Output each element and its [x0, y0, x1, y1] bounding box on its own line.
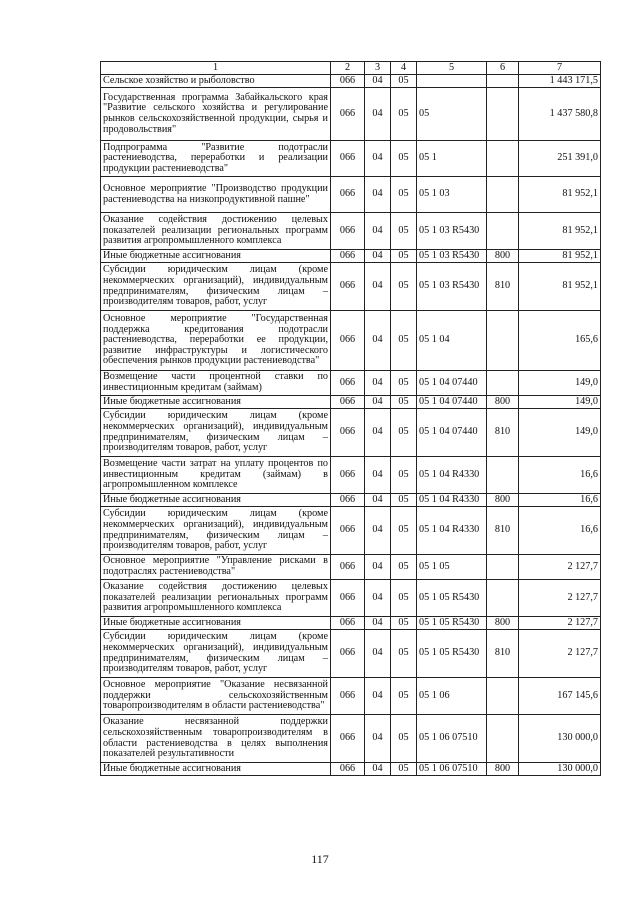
- table-row: [101, 141, 601, 177]
- amount: 149,0: [519, 371, 601, 396]
- section-code: 04: [365, 409, 391, 457]
- table-row: [101, 555, 601, 580]
- table-row: [101, 580, 601, 617]
- row-name: Возмещение части затрат на уплату процентов по инвестиционным кредитам (займам) в агропромышленном комплексе: [101, 457, 331, 494]
- table-row: [101, 250, 601, 263]
- target-article-code: 05 1 03 R5430: [417, 250, 487, 263]
- section-code: 04: [365, 678, 391, 715]
- row-name: Возмещение части процентной ставки по инвестиционным кредитам (займам): [101, 371, 331, 396]
- row-name: Субсидии юридическим лицам (кроме некоммерческих организаций), индивидуальным предпринимателям, физическим лицам – производителям товаров, работ, услуг: [101, 630, 331, 678]
- row-name: Иные бюджетные ассигнования: [101, 250, 331, 263]
- header-cell: 1: [101, 62, 331, 75]
- target-article-code: 05 1 05 R5430: [417, 630, 487, 678]
- amount: 130 000,0: [519, 715, 601, 763]
- row-name: Основное мероприятие "Производство продукции растениеводства на низкопродуктивной пашне": [101, 177, 331, 213]
- table-row: [101, 494, 601, 507]
- target-article-code: 05 1 06 07510: [417, 715, 487, 763]
- expense-type-code: [487, 88, 519, 141]
- row-name: Иные бюджетные ассигнования: [101, 763, 331, 776]
- target-article-code: 05 1 05 R5430: [417, 617, 487, 630]
- section-code: 04: [365, 396, 391, 409]
- header-cell: 2: [331, 62, 365, 75]
- section-code: 04: [365, 617, 391, 630]
- table-row: [101, 630, 601, 678]
- table-row: [101, 213, 601, 250]
- section-code: 04: [365, 141, 391, 177]
- table-row: [101, 457, 601, 494]
- section-code: 04: [365, 555, 391, 580]
- ved-code: 066: [331, 763, 365, 776]
- expense-type-code: [487, 580, 519, 617]
- table-row: [101, 409, 601, 457]
- expense-type-code: [487, 457, 519, 494]
- section-code: 04: [365, 630, 391, 678]
- ved-code: 066: [331, 88, 365, 141]
- subsection-code: 05: [391, 88, 417, 141]
- amount: 81 952,1: [519, 263, 601, 311]
- header-cell: 4: [391, 62, 417, 75]
- amount: 2 127,7: [519, 580, 601, 617]
- amount: 167 145,6: [519, 678, 601, 715]
- subsection-code: 05: [391, 213, 417, 250]
- expense-type-code: [487, 678, 519, 715]
- ved-code: 066: [331, 507, 365, 555]
- section-code: 04: [365, 371, 391, 396]
- ved-code: 066: [331, 678, 365, 715]
- subsection-code: 05: [391, 396, 417, 409]
- target-article-code: 05 1 03 R5430: [417, 213, 487, 250]
- subsection-code: 05: [391, 678, 417, 715]
- expense-type-code: 810: [487, 630, 519, 678]
- target-article-code: 05 1 04 07440: [417, 409, 487, 457]
- target-article-code: 05 1 06 07510: [417, 763, 487, 776]
- header-cell: 7: [519, 62, 601, 75]
- amount: 130 000,0: [519, 763, 601, 776]
- section-code: 04: [365, 494, 391, 507]
- amount: 1 443 171,5: [519, 75, 601, 88]
- subsection-code: 05: [391, 763, 417, 776]
- amount: 16,6: [519, 457, 601, 494]
- table-row: [101, 371, 601, 396]
- section-code: 04: [365, 177, 391, 213]
- subsection-code: 05: [391, 715, 417, 763]
- section-code: 04: [365, 507, 391, 555]
- expense-type-code: [487, 311, 519, 371]
- target-article-code: 05 1 04 R4330: [417, 507, 487, 555]
- expense-type-code: 800: [487, 396, 519, 409]
- amount: 16,6: [519, 507, 601, 555]
- ved-code: 066: [331, 75, 365, 88]
- row-name: Государственная программа Забайкальского края "Развитие сельского хозяйства и регулирование рынков сельскохозяйственной продукции, сырья и продовольствия": [101, 88, 331, 141]
- target-article-code: 05 1 06: [417, 678, 487, 715]
- amount: 1 437 580,8: [519, 88, 601, 141]
- subsection-code: 05: [391, 457, 417, 494]
- section-code: 04: [365, 715, 391, 763]
- subsection-code: 05: [391, 371, 417, 396]
- budget-table: [100, 61, 601, 776]
- target-article-code: 05 1: [417, 141, 487, 177]
- row-name: Основное мероприятие "Государственная поддержка кредитования подотрасли растениеводства, переработки ее продукции, развитие инфраструктуры и логистического обеспечения рынков продукции растениеводства": [101, 311, 331, 371]
- table-row: [101, 617, 601, 630]
- expense-type-code: 810: [487, 507, 519, 555]
- target-article-code: 05 1 05 R5430: [417, 580, 487, 617]
- ved-code: 066: [331, 457, 365, 494]
- row-name: Оказание содействия достижению целевых показателей реализации региональных программ развития агропромышленного комплекса: [101, 213, 331, 250]
- ved-code: 066: [331, 371, 365, 396]
- row-name: Подпрограмма "Развитие подотрасли растениеводства, переработки и реализации продукции растениеводства": [101, 141, 331, 177]
- subsection-code: 05: [391, 311, 417, 371]
- amount: 81 952,1: [519, 177, 601, 213]
- amount: 2 127,7: [519, 555, 601, 580]
- subsection-code: 05: [391, 75, 417, 88]
- amount: 149,0: [519, 409, 601, 457]
- section-code: 04: [365, 263, 391, 311]
- row-name: Субсидии юридическим лицам (кроме некоммерческих организаций), индивидуальным предпринимателям, физическим лицам – производителям товаров, работ, услуг: [101, 263, 331, 311]
- ved-code: 066: [331, 263, 365, 311]
- row-name: Основное мероприятие "Управление рисками в подотраслях растениеводства": [101, 555, 331, 580]
- row-name: Сельское хозяйство и рыболовство: [101, 75, 331, 88]
- amount: 16,6: [519, 494, 601, 507]
- target-article-code: 05 1 04 R4330: [417, 457, 487, 494]
- ved-code: 066: [331, 141, 365, 177]
- section-code: 04: [365, 311, 391, 371]
- expense-type-code: 800: [487, 250, 519, 263]
- table-row: [101, 263, 601, 311]
- expense-type-code: [487, 177, 519, 213]
- ved-code: 066: [331, 555, 365, 580]
- subsection-code: 05: [391, 494, 417, 507]
- target-article-code: 05 1 04 07440: [417, 396, 487, 409]
- section-code: 04: [365, 763, 391, 776]
- header-cell: 3: [365, 62, 391, 75]
- table-row: [101, 311, 601, 371]
- subsection-code: 05: [391, 580, 417, 617]
- table-body: [101, 75, 601, 776]
- target-article-code: 05 1 05: [417, 555, 487, 580]
- table-row: [101, 88, 601, 141]
- subsection-code: 05: [391, 507, 417, 555]
- amount: 251 391,0: [519, 141, 601, 177]
- target-article-code: 05 1 04 R4330: [417, 494, 487, 507]
- amount: 81 952,1: [519, 250, 601, 263]
- target-article-code: [417, 75, 487, 88]
- subsection-code: 05: [391, 177, 417, 213]
- ved-code: 066: [331, 409, 365, 457]
- row-name: Иные бюджетные ассигнования: [101, 396, 331, 409]
- expense-type-code: [487, 715, 519, 763]
- expense-type-code: [487, 371, 519, 396]
- ved-code: 066: [331, 250, 365, 263]
- page-number: 117: [311, 852, 329, 866]
- target-article-code: 05 1 04 07440: [417, 371, 487, 396]
- row-name: Основное мероприятие "Оказание несвязанной поддержки сельскохозяйственным товаропроизводителям в области растениеводства": [101, 678, 331, 715]
- amount: 149,0: [519, 396, 601, 409]
- subsection-code: 05: [391, 250, 417, 263]
- header-cell: 6: [487, 62, 519, 75]
- subsection-code: 05: [391, 630, 417, 678]
- target-article-code: 05 1 04: [417, 311, 487, 371]
- table-row: [101, 396, 601, 409]
- section-code: 04: [365, 75, 391, 88]
- ved-code: 066: [331, 580, 365, 617]
- amount: 81 952,1: [519, 213, 601, 250]
- target-article-code: 05 1 03: [417, 177, 487, 213]
- row-name: Иные бюджетные ассигнования: [101, 617, 331, 630]
- amount: 2 127,7: [519, 617, 601, 630]
- table-row: [101, 715, 601, 763]
- expense-type-code: 800: [487, 617, 519, 630]
- table-row: [101, 75, 601, 88]
- section-code: 04: [365, 213, 391, 250]
- subsection-code: 05: [391, 263, 417, 311]
- subsection-code: 05: [391, 141, 417, 177]
- ved-code: 066: [331, 177, 365, 213]
- header-cell: 5: [417, 62, 487, 75]
- row-name: Оказание содействия достижению целевых показателей реализации региональных программ развития агропромышленного комплекса: [101, 580, 331, 617]
- expense-type-code: [487, 75, 519, 88]
- row-name: Субсидии юридическим лицам (кроме некоммерческих организаций), индивидуальным предпринимателям, физическим лицам – производителям товаров, работ, услуг: [101, 409, 331, 457]
- header-row: [101, 62, 601, 75]
- table-row: [101, 507, 601, 555]
- ved-code: 066: [331, 494, 365, 507]
- section-code: 04: [365, 457, 391, 494]
- section-code: 04: [365, 580, 391, 617]
- subsection-code: 05: [391, 617, 417, 630]
- row-name: Субсидии юридическим лицам (кроме некоммерческих организаций), индивидуальным предпринимателям, физическим лицам – производителям товаров, работ, услуг: [101, 507, 331, 555]
- expense-type-code: 800: [487, 494, 519, 507]
- table-row: [101, 763, 601, 776]
- expense-type-code: [487, 141, 519, 177]
- expense-type-code: 810: [487, 263, 519, 311]
- table-row: [101, 177, 601, 213]
- ved-code: 066: [331, 396, 365, 409]
- amount: 165,6: [519, 311, 601, 371]
- ved-code: 066: [331, 213, 365, 250]
- table-row: [101, 678, 601, 715]
- row-name: Оказание несвязанной поддержки сельскохозяйственным товаропроизводителям в области растениеводства в целях выполнения показателей результативности: [101, 715, 331, 763]
- ved-code: 066: [331, 311, 365, 371]
- subsection-code: 05: [391, 409, 417, 457]
- target-article-code: 05: [417, 88, 487, 141]
- row-name: Иные бюджетные ассигнования: [101, 494, 331, 507]
- subsection-code: 05: [391, 555, 417, 580]
- ved-code: 066: [331, 630, 365, 678]
- section-code: 04: [365, 250, 391, 263]
- ved-code: 066: [331, 617, 365, 630]
- expense-type-code: 800: [487, 763, 519, 776]
- expense-type-code: [487, 213, 519, 250]
- target-article-code: 05 1 03 R5430: [417, 263, 487, 311]
- amount: 2 127,7: [519, 630, 601, 678]
- ved-code: 066: [331, 715, 365, 763]
- expense-type-code: 810: [487, 409, 519, 457]
- section-code: 04: [365, 88, 391, 141]
- expense-type-code: [487, 555, 519, 580]
